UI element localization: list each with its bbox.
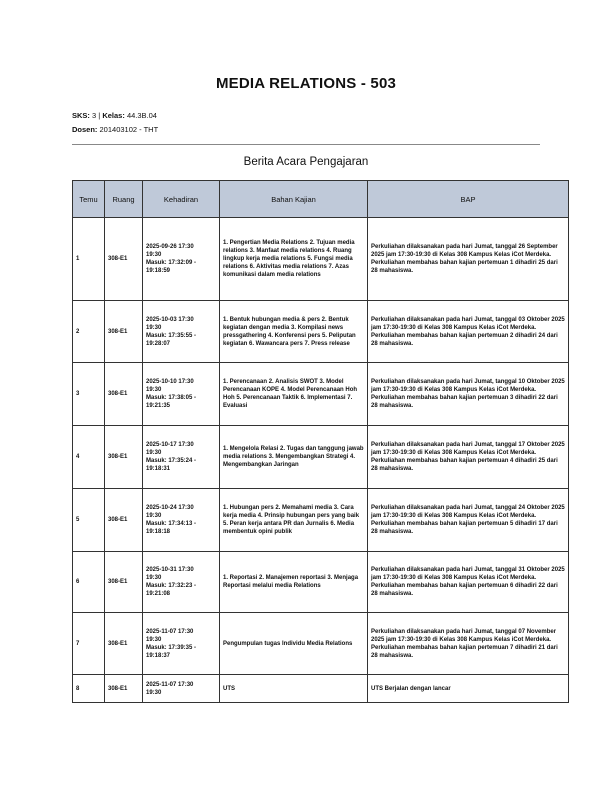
temu-cell: 3: [73, 363, 105, 426]
bap-cell: Perkuliahan dilaksanakan pada hari Jumat, tanggal 10 Oktober 2025 jam 17:30-19:30 di Kelas 308 Kampus Kelas iCot Merdeka. Perkuliahan membahas bahan kajian pertemuan 3 dihadiri 22 dari 28 mahasiswa.: [368, 363, 569, 426]
table-row: [73, 426, 569, 489]
header-divider: [72, 144, 540, 145]
table-row: [73, 613, 569, 675]
lecturer-info-line: [72, 125, 158, 134]
col-header-bahan-kajian: Bahan Kajian: [220, 181, 368, 218]
temu-cell: 5: [73, 489, 105, 552]
course-info-line: SKS: 3 | Kelas: 44.3B.04: [72, 111, 157, 120]
bap-cell: Perkuliahan dilaksanakan pada hari Jumat, tanggal 07 November 2025 jam 17:30-19:30 di Kelas 308 Kampus Kelas iCot Merdeka. Perkuliahan membahas bahan kajian pertemuan 7 dihadiri 21 dari 28 mahasiswa.: [368, 613, 569, 675]
kehadiran-cell: 2025-10-31 17:30 19:30 Masuk: 17:32:23 - 19:21:08: [143, 552, 220, 613]
bahan-kajian-cell: 1. Mengelola Relasi 2. Tugas dan tanggung jawab media relations 3. Mengembangkan Strategi 4. Mengembangkan Jaringan: [220, 426, 368, 489]
table-row: [73, 363, 569, 426]
temu-cell: 1: [73, 218, 105, 301]
bap-cell: Perkuliahan dilaksanakan pada hari Jumat, tanggal 17 Oktober 2025 jam 17:30-19:30 di Kelas 308 Kampus Kelas iCot Merdeka. Perkuliahan membahas bahan kajian pertemuan 4 dihadiri 25 dari 28 mahasiswa.: [368, 426, 569, 489]
kehadiran-cell: 2025-10-24 17:30 19:30 Masuk: 17:34:13 - 19:18:18: [143, 489, 220, 552]
ruang-cell: 308-E1: [105, 552, 143, 613]
kelas-label: Kelas:: [102, 111, 125, 120]
bahan-kajian-cell: 1. Perencanaan 2. Analisis SWOT 3. Model Perencanaan KOPE 4. Model Perencanaan Hoh Hoh 5. Perencanaan Taktik 6. Implementasi 7. Evaluasi: [220, 363, 368, 426]
table-row: [73, 675, 569, 703]
bap-cell: Perkuliahan dilaksanakan pada hari Jumat, tanggal 31 Oktober 2025 jam 17:30-19:30 di Kelas 308 Kampus Kelas iCot Merdeka. Perkuliahan membahas bahan kajian pertemuan 6 dihadiri 22 dari 28 mahasiswa.: [368, 552, 569, 613]
kehadiran-cell: 2025-11-07 17:30 19:30: [143, 675, 220, 703]
col-header-temu: Temu: [73, 181, 105, 218]
bap-cell: Perkuliahan dilaksanakan pada hari Jumat, tanggal 26 September 2025 jam 17:30-19:30 di Kelas 308 Kampus Kelas iCot Merdeka. Perkuliahan membahas bahan kajian pertemuan 1 dihadiri 25 dari 28 mahasiswa.: [368, 218, 569, 301]
kehadiran-cell: 2025-09-26 17:30 19:30 Masuk: 17:32:09 - 19:18:59: [143, 218, 220, 301]
ruang-cell: 308-E1: [105, 218, 143, 301]
temu-cell: 6: [73, 552, 105, 613]
sks-value: 3: [92, 111, 97, 120]
kehadiran-cell: 2025-10-17 17:30 19:30 Masuk: 17:35:24 - 19:18:31: [143, 426, 220, 489]
ruang-cell: 308-E1: [105, 489, 143, 552]
bahan-kajian-cell: 1. Pengertian Media Relations 2. Tujuan media relations 3. Manfaat media relations 4. Ruang lingkup kerja media relations 5. Fungsi media relations 6. Aktivitas media relations 7. Azas komunikasi dalam media relations: [220, 218, 368, 301]
bahan-kajian-cell: 1. Bentuk hubungan media & pers 2. Bentuk kegiatan dengan media 3. Kompilasi news pressgathering 4. Konferensi pers 5. Peliputan kegiatan 6. Wawancara pers 7. Press release: [220, 301, 368, 363]
attendance-table: [72, 180, 569, 703]
sks-label: SKS:: [72, 111, 90, 120]
ruang-cell: 308-E1: [105, 613, 143, 675]
col-header-kehadiran: Kehadiran: [143, 181, 220, 218]
col-header-ruang: Ruang: [105, 181, 143, 218]
table-row: [73, 552, 569, 613]
bap-cell: Perkuliahan dilaksanakan pada hari Jumat, tanggal 03 Oktober 2025 jam 17:30-19:30 di Kelas 308 Kampus Kelas iCot Merdeka. Perkuliahan membahas bahan kajian pertemuan 2 dihadiri 24 dari 28 mahasiswa.: [368, 301, 569, 363]
table-header-row: [73, 181, 569, 218]
ruang-cell: 308-E1: [105, 675, 143, 703]
kehadiran-cell: 2025-11-07 17:30 19:30 Masuk: 17:39:35 - 19:18:37: [143, 613, 220, 675]
kelas-value: 44.3B.04: [126, 111, 157, 120]
bahan-kajian-cell: 1. Reportasi 2. Manajemen reportasi 3. Menjaga Reportasi melalui media Relations: [220, 552, 368, 613]
temu-cell: 4: [73, 426, 105, 489]
bap-cell: Perkuliahan dilaksanakan pada hari Jumat, tanggal 24 Oktober 2025 jam 17:30-19:30 di Kelas 308 Kampus Kelas iCot Merdeka. Perkuliahan membahas bahan kajian pertemuan 5 dihadiri 17 dari 28 mahasiswa.: [368, 489, 569, 552]
bahan-kajian-cell: 1. Hubungan pers 2. Memahami media 3. Cara kerja media 4. Prinsip hubungan pers yang baik 5. Peran kerja antara PR dan Jurnalis 6. Media membentuk opini publik: [220, 489, 368, 552]
dosen-label: Dosen:: [72, 125, 98, 134]
kehadiran-cell: 2025-10-10 17:30 19:30 Masuk: 17:38:05 - 19:21:35: [143, 363, 220, 426]
bahan-kajian-cell: Pengumpulan tugas Individu Media Relations: [220, 613, 368, 675]
table-row: [73, 301, 569, 363]
table-row: [73, 218, 569, 301]
dosen-value: 201403102 - THT: [99, 125, 159, 134]
col-header-bap: BAP: [368, 181, 569, 218]
temu-cell: 7: [73, 613, 105, 675]
section-title: Berita Acara Pengajaran: [243, 156, 369, 168]
ruang-cell: 308-E1: [105, 363, 143, 426]
table-row: [73, 489, 569, 552]
temu-cell: 8: [73, 675, 105, 703]
page-title: MEDIA RELATIONS - 503: [215, 75, 397, 92]
temu-cell: 2: [73, 301, 105, 363]
kehadiran-cell: 2025-10-03 17:30 19:30 Masuk: 17:35:55 - 19:28:07: [143, 301, 220, 363]
ruang-cell: 308-E1: [105, 426, 143, 489]
bap-cell: UTS Berjalan dengan lancar: [368, 675, 569, 703]
ruang-cell: 308-E1: [105, 301, 143, 363]
bahan-kajian-cell: UTS: [220, 675, 368, 703]
